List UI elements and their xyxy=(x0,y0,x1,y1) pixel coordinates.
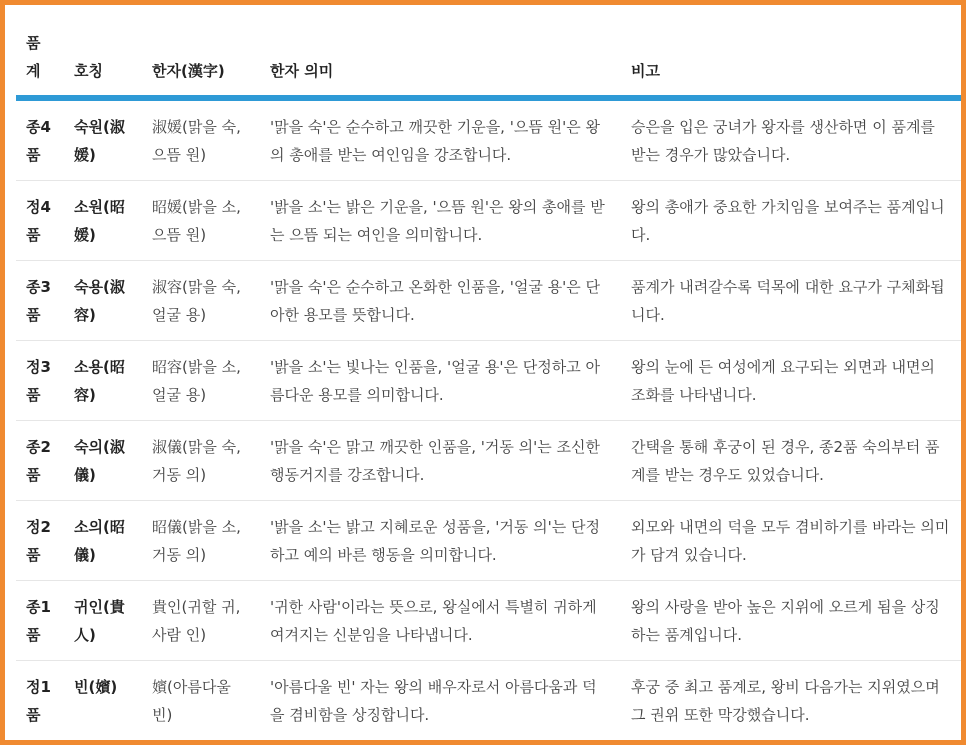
cell-grade: 정1품 xyxy=(26,678,51,724)
cell-grade: 정3품 xyxy=(16,341,64,421)
cell-hanja: 昭容(밝을 소, 얼굴 용) xyxy=(142,341,260,421)
cell-note: 왕의 사랑을 받아 높은 지위에 오르게 됨을 상징하는 품계입니다. xyxy=(621,581,962,661)
cell-note: 왕의 눈에 든 여성에게 요구되는 외면과 내면의 조화를 나타냅니다. xyxy=(621,341,962,421)
cell-note: 후궁 중 최고 품계로, 왕비 다음가는 지위였으며 그 권위 또한 막강했습니다. xyxy=(631,678,940,724)
cell-meaning: '아름다울 빈' 자는 왕의 배우자로서 아름다움과 덕을 겸비함을 상징합니다. xyxy=(270,678,597,724)
table-row xyxy=(16,581,962,661)
cell-grade: 정4품 xyxy=(16,181,64,261)
cell-note: 품계가 내려갈수록 덕목에 대한 요구가 구체화됩니다. xyxy=(621,261,962,341)
cell-title: 귀인(貴人) xyxy=(64,581,142,661)
cell-title: 빈(嬪) xyxy=(74,678,118,696)
cell-title: 소원(昭媛) xyxy=(64,181,142,261)
table-row xyxy=(16,181,962,261)
cell-hanja: 貴인(귀할 귀, 사람 인) xyxy=(142,581,260,661)
header-hanja: 한자(漢字) xyxy=(142,27,260,98)
cell-hanja: 嬪(아름다울 빈) xyxy=(152,678,231,724)
cell-meaning: '맑을 숙'은 맑고 깨끗한 인품을, '거동 의'는 조신한 행동거지를 강조합니다. xyxy=(260,421,621,501)
cell-grade: 종4품 xyxy=(16,98,64,181)
cell-note: 외모와 내면의 덕을 모두 겸비하기를 바라는 의미가 담겨 있습니다. xyxy=(621,501,962,581)
cell-grade: 종3품 xyxy=(16,261,64,341)
cell-meaning: '밝을 소'는 밝고 지혜로운 성품을, '거동 의'는 단정하고 예의 바른 행동을 의미합니다. xyxy=(260,501,621,581)
cell-meaning: '맑을 숙'은 순수하고 깨끗한 기운을, '으뜸 원'은 왕의 총애를 받는 여인임을 강조합니다. xyxy=(260,98,621,181)
cell-note: 왕의 총애가 중요한 가치임을 보여주는 품계입니다. xyxy=(621,181,962,261)
cell-title: 숙의(淑儀) xyxy=(64,421,142,501)
cell-grade: 정2품 xyxy=(16,501,64,581)
rank-table xyxy=(16,27,962,740)
cell-meaning: '맑을 숙'은 순수하고 온화한 인품을, '얼굴 용'은 단아한 용모를 뜻합니다. xyxy=(260,261,621,341)
cell-hanja: 淑媛(맑을 숙, 으뜸 원) xyxy=(142,98,260,181)
cell-hanja: 淑儀(맑을 숙, 거동 의) xyxy=(142,421,260,501)
cell-meaning: '밝을 소'는 밝은 기운을, '으뜸 원'은 왕의 총애를 받는 으뜸 되는 여인을 의미합니다. xyxy=(260,181,621,261)
table-row xyxy=(16,501,962,581)
cell-hanja: 昭媛(밝을 소, 으뜸 원) xyxy=(142,181,260,261)
header-note: 비고 xyxy=(621,27,962,98)
table-row xyxy=(16,341,962,421)
table-row xyxy=(16,261,962,341)
cell-title: 소용(昭容) xyxy=(64,341,142,421)
cell-hanja: 淑容(맑을 숙, 얼굴 용) xyxy=(142,261,260,341)
cell-grade: 종2품 xyxy=(16,421,64,501)
cell-title: 소의(昭儀) xyxy=(64,501,142,581)
cell-title: 숙원(淑媛) xyxy=(64,98,142,181)
cell-note: 간택을 통해 후궁이 된 경우, 종2품 숙의부터 품계를 받는 경우도 있었습니다. xyxy=(621,421,962,501)
header-meaning: 한자 의미 xyxy=(260,27,621,98)
cell-title: 숙용(淑容) xyxy=(64,261,142,341)
cell-grade: 종1품 xyxy=(16,581,64,661)
cell-note: 승은을 입은 궁녀가 왕자를 생산하면 이 품계를 받는 경우가 많았습니다. xyxy=(621,98,962,181)
table-header-row xyxy=(16,27,962,98)
table-row xyxy=(16,661,962,741)
table-row xyxy=(16,98,962,181)
cell-hanja: 昭儀(밝을 소, 거동 의) xyxy=(142,501,260,581)
header-grade: 품계 xyxy=(16,27,64,98)
header-title: 호칭 xyxy=(64,27,142,98)
table-row xyxy=(16,421,962,501)
cell-meaning: '귀한 사람'이라는 뜻으로, 왕실에서 특별히 귀하게 여겨지는 신분임을 나타냅니다. xyxy=(260,581,621,661)
cell-meaning: '밝을 소'는 빛나는 인품을, '얼굴 용'은 단정하고 아름다운 용모를 의미합니다. xyxy=(260,341,621,421)
